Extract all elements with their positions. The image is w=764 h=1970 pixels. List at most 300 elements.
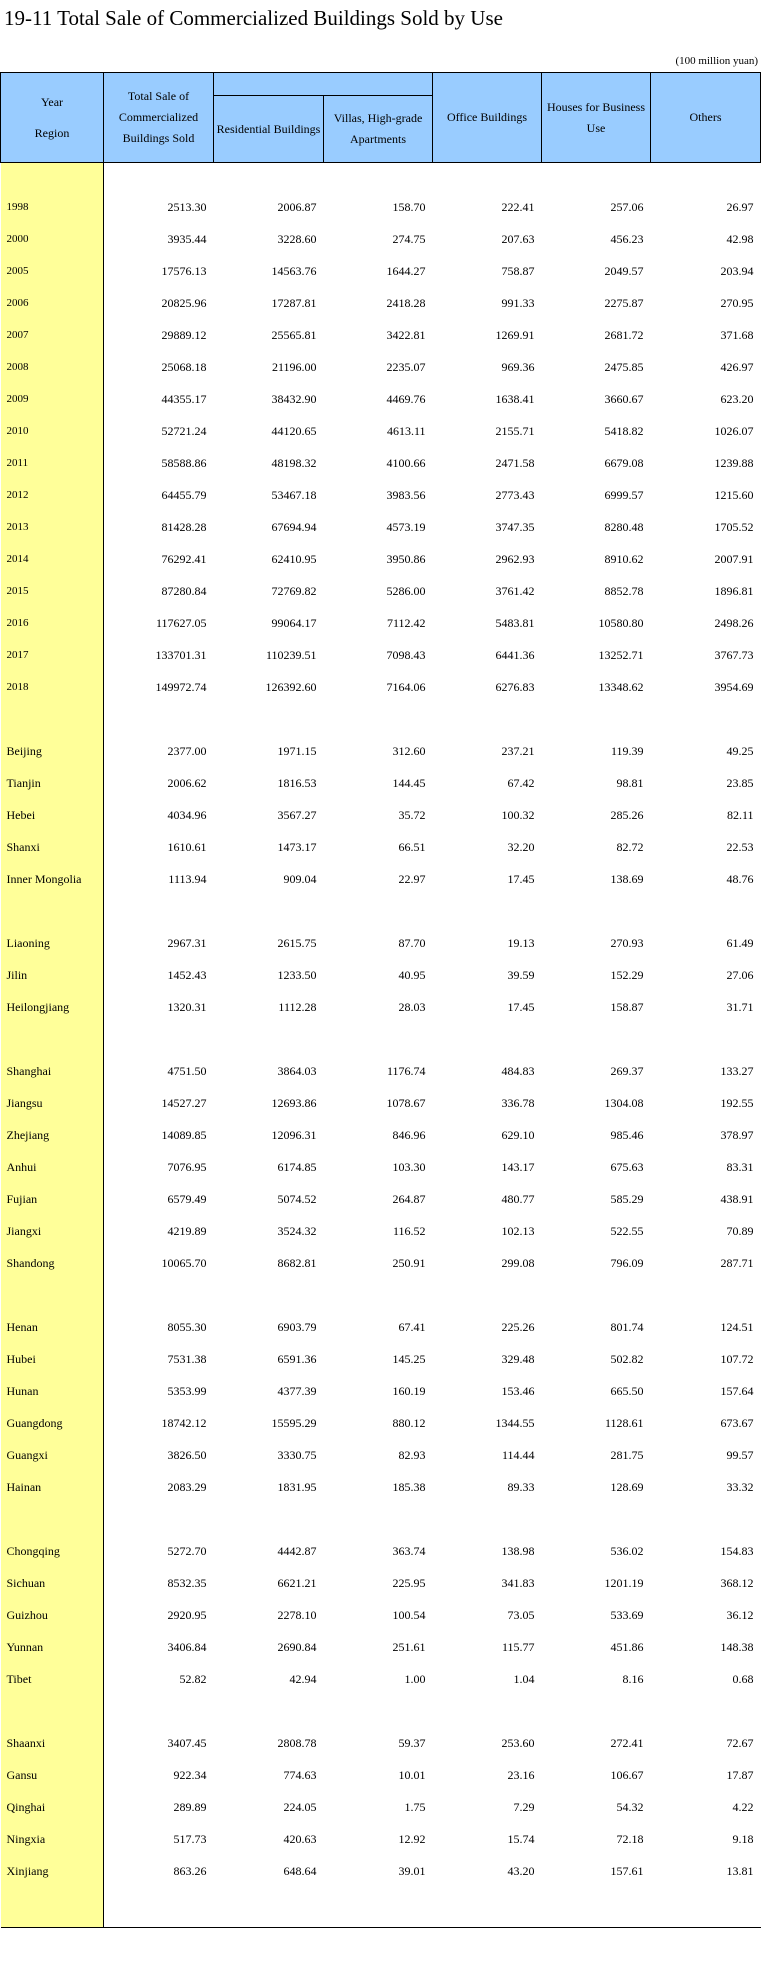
table-row <box>1 959 761 991</box>
table-row <box>1 1855 761 1887</box>
cell-residential: 1831.95 <box>277 1479 317 1494</box>
cell-residential: 909.04 <box>283 871 317 886</box>
cell-villas: 145.25 <box>392 1351 426 1366</box>
cell-total: 2513.30 <box>167 199 207 214</box>
cell-total: 4751.50 <box>167 1063 207 1078</box>
cell-villas: 5286.00 <box>386 583 426 598</box>
table-row <box>1 735 761 767</box>
cell-label: 2005 <box>1 255 104 287</box>
cell-business: 8.16 <box>622 1671 644 1686</box>
cell-office: 299.08 <box>501 1255 535 1270</box>
cell-office: 143.17 <box>501 1159 535 1174</box>
cell-total: 18742.12 <box>161 1415 207 1430</box>
cell-residential: 62410.95 <box>271 551 317 566</box>
table-row <box>1 1631 761 1663</box>
spacer-cell <box>1 1887 104 1928</box>
cell-residential: 2278.10 <box>277 1607 317 1622</box>
cell-villas: 846.96 <box>392 1127 426 1142</box>
header-villas: Villas, High-grade Apartments <box>324 96 433 163</box>
table-row <box>1 383 761 415</box>
cell-business: 665.50 <box>610 1383 644 1398</box>
cell-total: 3406.84 <box>167 1639 207 1654</box>
cell-business: 985.46 <box>610 1127 644 1142</box>
spacer-row <box>1 1503 761 1535</box>
cell-total: 2377.00 <box>167 743 207 758</box>
spacer-cell <box>651 1887 761 1928</box>
cell-villas: 274.75 <box>392 231 426 246</box>
table-row <box>1 1375 761 1407</box>
cell-business: 10580.80 <box>598 615 644 630</box>
cell-residential: 17287.81 <box>271 295 317 310</box>
cell-total: 25068.18 <box>161 359 207 374</box>
cell-office: 329.48 <box>501 1351 535 1366</box>
cell-others: 426.97 <box>720 359 754 374</box>
cell-office: 89.33 <box>507 1479 535 1494</box>
cell-office: 991.33 <box>501 295 535 310</box>
cell-label: Shanxi <box>1 831 104 863</box>
table-row <box>1 255 761 287</box>
cell-residential: 53467.18 <box>271 487 317 502</box>
cell-label: 2016 <box>1 607 104 639</box>
spacer-cell <box>433 895 542 927</box>
cell-residential: 3567.27 <box>277 807 317 822</box>
cell-total: 4219.89 <box>167 1223 207 1238</box>
table-row <box>1 1727 761 1759</box>
cell-office: 23.16 <box>507 1767 535 1782</box>
cell-others: 2007.91 <box>714 551 754 566</box>
cell-others: 99.57 <box>726 1447 754 1462</box>
spacer-cell <box>651 703 761 735</box>
cell-villas: 59.37 <box>398 1735 426 1750</box>
cell-villas: 144.45 <box>392 775 426 790</box>
spacer-cell <box>324 1279 433 1311</box>
table-row <box>1 1407 761 1439</box>
cell-total: 2083.29 <box>167 1479 207 1494</box>
cell-office: 6441.36 <box>495 647 535 662</box>
cell-office: 341.83 <box>501 1575 535 1590</box>
cell-others: 48.76 <box>726 871 754 886</box>
cell-residential: 44120.65 <box>271 423 317 438</box>
cell-office: 758.87 <box>501 263 535 278</box>
cell-others: 133.27 <box>720 1063 754 1078</box>
table-row <box>1 351 761 383</box>
cell-total: 3407.45 <box>167 1735 207 1750</box>
cell-villas: 22.97 <box>398 871 426 886</box>
table-row <box>1 1119 761 1151</box>
cell-office: 2155.71 <box>495 423 535 438</box>
cell-residential: 774.63 <box>283 1767 317 1782</box>
cell-residential: 2615.75 <box>277 935 317 950</box>
cell-office: 629.10 <box>501 1127 535 1142</box>
cell-label: Hubei <box>1 1343 104 1375</box>
spacer-cell <box>1 1503 104 1535</box>
cell-residential: 48198.32 <box>271 455 317 470</box>
cell-villas: 251.61 <box>392 1639 426 1654</box>
table-row <box>1 831 761 863</box>
cell-business: 270.93 <box>610 935 644 950</box>
cell-business: 456.23 <box>610 231 644 246</box>
cell-business: 152.29 <box>610 967 644 982</box>
header-year-region <box>1 73 104 163</box>
cell-office: 102.13 <box>501 1223 535 1238</box>
cell-residential: 3228.60 <box>277 231 317 246</box>
cell-residential: 1971.15 <box>277 743 317 758</box>
cell-villas: 66.51 <box>398 839 426 854</box>
cell-label: Jiangxi <box>1 1215 104 1247</box>
table-row <box>1 575 761 607</box>
cell-office: 39.59 <box>507 967 535 982</box>
table-row <box>1 1759 761 1791</box>
table-row <box>1 415 761 447</box>
cell-office: 19.13 <box>507 935 535 950</box>
cell-office: 138.98 <box>501 1543 535 1558</box>
spacer-cell <box>542 163 651 192</box>
cell-office: 222.41 <box>501 199 535 214</box>
cell-others: 1896.81 <box>714 583 754 598</box>
cell-label: Beijing <box>1 735 104 767</box>
cell-others: 22.53 <box>726 839 754 854</box>
cell-others: 673.67 <box>720 1415 754 1430</box>
table-row <box>1 447 761 479</box>
cell-total: 2006.62 <box>167 775 207 790</box>
cell-label: Shanghai <box>1 1055 104 1087</box>
cell-others: 13.81 <box>726 1863 754 1878</box>
cell-total: 4034.96 <box>167 807 207 822</box>
cell-total: 517.73 <box>173 1831 207 1846</box>
cell-residential: 67694.94 <box>271 519 317 534</box>
cell-business: 285.26 <box>610 807 644 822</box>
cell-others: 148.38 <box>720 1639 754 1654</box>
cell-villas: 100.54 <box>392 1607 426 1622</box>
cell-label: Inner Mongolia <box>1 863 104 895</box>
cell-total: 81428.28 <box>161 519 207 534</box>
cell-label: 1998 <box>1 191 104 223</box>
cell-total: 922.34 <box>173 1767 207 1782</box>
cell-residential: 8682.81 <box>277 1255 317 1270</box>
table-row <box>1 1791 761 1823</box>
cell-others: 1239.88 <box>714 455 754 470</box>
cell-villas: 312.60 <box>392 743 426 758</box>
cell-total: 8055.30 <box>167 1319 207 1334</box>
cell-residential: 126392.60 <box>265 679 317 694</box>
cell-office: 67.42 <box>507 775 535 790</box>
cell-business: 13252.71 <box>598 647 644 662</box>
cell-residential: 6174.85 <box>277 1159 317 1174</box>
cell-office: 100.32 <box>501 807 535 822</box>
spacer-cell <box>214 1887 324 1928</box>
table-row <box>1 543 761 575</box>
cell-villas: 264.87 <box>392 1191 426 1206</box>
page-title: 19-11 Total Sale of Commercialized Buildings Sold by Use <box>4 6 503 30</box>
cell-office: 1344.55 <box>495 1415 535 1430</box>
cell-label: Henan <box>1 1311 104 1343</box>
cell-villas: 67.41 <box>398 1319 426 1334</box>
cell-villas: 4613.11 <box>386 423 426 438</box>
spacer-cell <box>1 703 104 735</box>
spacer-cell <box>104 1695 214 1727</box>
table-row <box>1 1247 761 1279</box>
cell-villas: 7098.43 <box>386 647 426 662</box>
spacer-cell <box>1 895 104 927</box>
table-row <box>1 191 761 223</box>
cell-business: 801.74 <box>610 1319 644 1334</box>
cell-total: 14089.85 <box>161 1127 207 1142</box>
cell-residential: 110239.51 <box>265 647 317 662</box>
cell-business: 2475.85 <box>604 359 644 374</box>
cell-residential: 6621.21 <box>277 1575 317 1590</box>
cell-villas: 2418.28 <box>386 295 426 310</box>
cell-business: 269.37 <box>610 1063 644 1078</box>
table-header <box>1 73 761 163</box>
cell-office: 1.04 <box>513 1671 535 1686</box>
cell-residential: 3524.32 <box>277 1223 317 1238</box>
cell-villas: 7112.42 <box>386 615 426 630</box>
spacer-cell <box>104 895 214 927</box>
cell-label: 2014 <box>1 543 104 575</box>
cell-label: 2009 <box>1 383 104 415</box>
cell-others: 27.06 <box>726 967 754 982</box>
cell-total: 20825.96 <box>161 295 207 310</box>
header-region: Region <box>34 125 70 140</box>
spacer-cell <box>214 163 324 192</box>
cell-villas: 4573.19 <box>386 519 426 534</box>
cell-label: 2015 <box>1 575 104 607</box>
cell-others: 23.85 <box>726 775 754 790</box>
cell-business: 257.06 <box>610 199 644 214</box>
table-row <box>1 319 761 351</box>
spacer-cell <box>324 1695 433 1727</box>
cell-villas: 103.30 <box>392 1159 426 1174</box>
cell-residential: 2808.78 <box>277 1735 317 1750</box>
cell-residential: 38432.90 <box>271 391 317 406</box>
cell-villas: 3983.56 <box>386 487 426 502</box>
cell-others: 124.51 <box>720 1319 754 1334</box>
cell-total: 52721.24 <box>161 423 207 438</box>
cell-villas: 82.93 <box>398 1447 426 1462</box>
cell-label: 2007 <box>1 319 104 351</box>
cell-label: Zhejiang <box>1 1119 104 1151</box>
spacer-cell <box>214 1279 324 1311</box>
cell-label: 2017 <box>1 639 104 671</box>
table-row <box>1 1599 761 1631</box>
spacer-cell <box>433 703 542 735</box>
cell-others: 154.83 <box>720 1543 754 1558</box>
sales-table <box>0 72 761 1928</box>
spacer-row <box>1 1279 761 1311</box>
table-row <box>1 607 761 639</box>
spacer-cell <box>104 1023 214 1055</box>
spacer-cell <box>433 1279 542 1311</box>
cell-office: 484.83 <box>501 1063 535 1078</box>
cell-others: 49.25 <box>726 743 754 758</box>
spacer-cell <box>433 1023 542 1055</box>
table-row <box>1 1055 761 1087</box>
cell-total: 8532.35 <box>167 1575 207 1590</box>
cell-total: 149972.74 <box>155 679 207 694</box>
cell-office: 225.26 <box>501 1319 535 1334</box>
header-office: Office Buildings <box>433 73 542 163</box>
cell-others: 9.18 <box>732 1831 754 1846</box>
cell-villas: 1.00 <box>404 1671 426 1686</box>
spacer-cell <box>651 1503 761 1535</box>
table-row <box>1 1535 761 1567</box>
table-row <box>1 767 761 799</box>
cell-office: 115.77 <box>501 1639 535 1654</box>
cell-office: 2471.58 <box>495 455 535 470</box>
cell-label: Xinjiang <box>1 1855 104 1887</box>
cell-business: 536.02 <box>610 1543 644 1558</box>
spacer-cell <box>1 1023 104 1055</box>
cell-label: 2012 <box>1 479 104 511</box>
spacer-cell <box>542 1695 651 1727</box>
cell-total: 117627.05 <box>155 615 207 630</box>
table-end-row <box>1 1887 761 1928</box>
cell-label: Guizhou <box>1 1599 104 1631</box>
cell-business: 533.69 <box>610 1607 644 1622</box>
cell-total: 3826.50 <box>167 1447 207 1462</box>
data-table-container <box>0 72 760 1928</box>
cell-residential: 3864.03 <box>277 1063 317 1078</box>
spacer-cell <box>651 163 761 192</box>
cell-label: Tibet <box>1 1663 104 1695</box>
cell-residential: 224.05 <box>283 1799 317 1814</box>
cell-business: 675.63 <box>610 1159 644 1174</box>
cell-villas: 4469.76 <box>386 391 426 406</box>
cell-business: 502.82 <box>610 1351 644 1366</box>
cell-office: 336.78 <box>501 1095 535 1110</box>
cell-villas: 363.74 <box>392 1543 426 1558</box>
cell-others: 0.68 <box>732 1671 754 1686</box>
cell-villas: 2235.07 <box>386 359 426 374</box>
spacer-cell <box>651 1695 761 1727</box>
spacer-row <box>1 895 761 927</box>
cell-total: 58588.86 <box>161 455 207 470</box>
cell-business: 128.69 <box>610 1479 644 1494</box>
cell-villas: 7164.06 <box>386 679 426 694</box>
cell-others: 371.68 <box>720 327 754 342</box>
cell-residential: 3330.75 <box>277 1447 317 1462</box>
cell-business: 6999.57 <box>604 487 644 502</box>
table-row <box>1 1215 761 1247</box>
cell-villas: 116.52 <box>392 1223 426 1238</box>
cell-villas: 1176.74 <box>386 1063 426 1078</box>
cell-business: 1201.19 <box>604 1575 644 1590</box>
cell-office: 32.20 <box>507 839 535 854</box>
spacer-cell <box>324 1503 433 1535</box>
cell-label: Hebei <box>1 799 104 831</box>
cell-others: 203.94 <box>720 263 754 278</box>
cell-others: 623.20 <box>720 391 754 406</box>
cell-label: Tianjin <box>1 767 104 799</box>
cell-total: 2920.95 <box>167 1607 207 1622</box>
cell-office: 6276.83 <box>495 679 535 694</box>
cell-total: 1610.61 <box>167 839 207 854</box>
cell-label: Shandong <box>1 1247 104 1279</box>
cell-label: Jiangsu <box>1 1087 104 1119</box>
header-total: Total Sale of Commercialized Buildings Sold <box>104 73 214 163</box>
cell-business: 106.67 <box>610 1767 644 1782</box>
cell-office: 17.45 <box>507 871 535 886</box>
cell-total: 29889.12 <box>161 327 207 342</box>
spacer-row <box>1 703 761 735</box>
spacer-cell <box>1 163 104 192</box>
cell-total: 2967.31 <box>167 935 207 950</box>
header-residential: Residential Buildings <box>214 96 324 163</box>
cell-residential: 6903.79 <box>277 1319 317 1334</box>
cell-label: Sichuan <box>1 1567 104 1599</box>
cell-business: 451.86 <box>610 1639 644 1654</box>
cell-villas: 87.70 <box>398 935 426 950</box>
cell-label: Qinghai <box>1 1791 104 1823</box>
table-row <box>1 1439 761 1471</box>
cell-office: 5483.81 <box>495 615 535 630</box>
cell-business: 272.41 <box>610 1735 644 1750</box>
spacer-cell <box>1 1279 104 1311</box>
cell-residential: 99064.17 <box>271 615 317 630</box>
cell-residential: 14563.76 <box>271 263 317 278</box>
spacer-cell <box>542 895 651 927</box>
cell-residential: 42.94 <box>289 1671 317 1686</box>
cell-others: 3767.73 <box>714 647 754 662</box>
cell-label: 2011 <box>1 447 104 479</box>
cell-label: Guangdong <box>1 1407 104 1439</box>
cell-total: 17576.13 <box>161 263 207 278</box>
cell-business: 1304.08 <box>604 1095 644 1110</box>
cell-business: 13348.62 <box>598 679 644 694</box>
cell-office: 15.74 <box>507 1831 535 1846</box>
cell-business: 5418.82 <box>604 423 644 438</box>
cell-office: 2962.93 <box>495 551 535 566</box>
cell-business: 72.18 <box>616 1831 644 1846</box>
cell-others: 42.98 <box>726 231 754 246</box>
cell-others: 438.91 <box>720 1191 754 1206</box>
cell-business: 2681.72 <box>604 327 644 342</box>
cell-residential: 1112.28 <box>278 999 317 1014</box>
cell-villas: 12.92 <box>398 1831 426 1846</box>
cell-villas: 1.75 <box>404 1799 426 1814</box>
header-residential-group <box>214 73 433 96</box>
cell-business: 796.09 <box>610 1255 644 1270</box>
cell-total: 863.26 <box>173 1863 207 1878</box>
cell-villas: 250.91 <box>392 1255 426 1270</box>
spacer-cell <box>651 1279 761 1311</box>
cell-others: 378.97 <box>720 1127 754 1142</box>
cell-business: 8280.48 <box>604 519 644 534</box>
cell-residential: 1233.50 <box>277 967 317 982</box>
spacer-cell <box>324 1887 433 1928</box>
cell-villas: 4100.66 <box>386 455 426 470</box>
cell-label: 2000 <box>1 223 104 255</box>
cell-total: 6579.49 <box>167 1191 207 1206</box>
cell-business: 585.29 <box>610 1191 644 1206</box>
spacer-cell <box>651 895 761 927</box>
cell-business: 8852.78 <box>604 583 644 598</box>
cell-label: Gansu <box>1 1759 104 1791</box>
cell-office: 153.46 <box>501 1383 535 1398</box>
table-row <box>1 287 761 319</box>
cell-others: 1215.60 <box>714 487 754 502</box>
spacer-cell <box>104 1279 214 1311</box>
spacer-cell <box>214 1695 324 1727</box>
cell-villas: 880.12 <box>392 1415 426 1430</box>
cell-villas: 3422.81 <box>386 327 426 342</box>
cell-office: 1269.91 <box>495 327 535 342</box>
cell-villas: 10.01 <box>398 1767 426 1782</box>
spacer-cell <box>1 1695 104 1727</box>
unit-label: (100 million yuan) <box>675 55 758 67</box>
spacer-row <box>1 1695 761 1727</box>
spacer-cell <box>433 163 542 192</box>
